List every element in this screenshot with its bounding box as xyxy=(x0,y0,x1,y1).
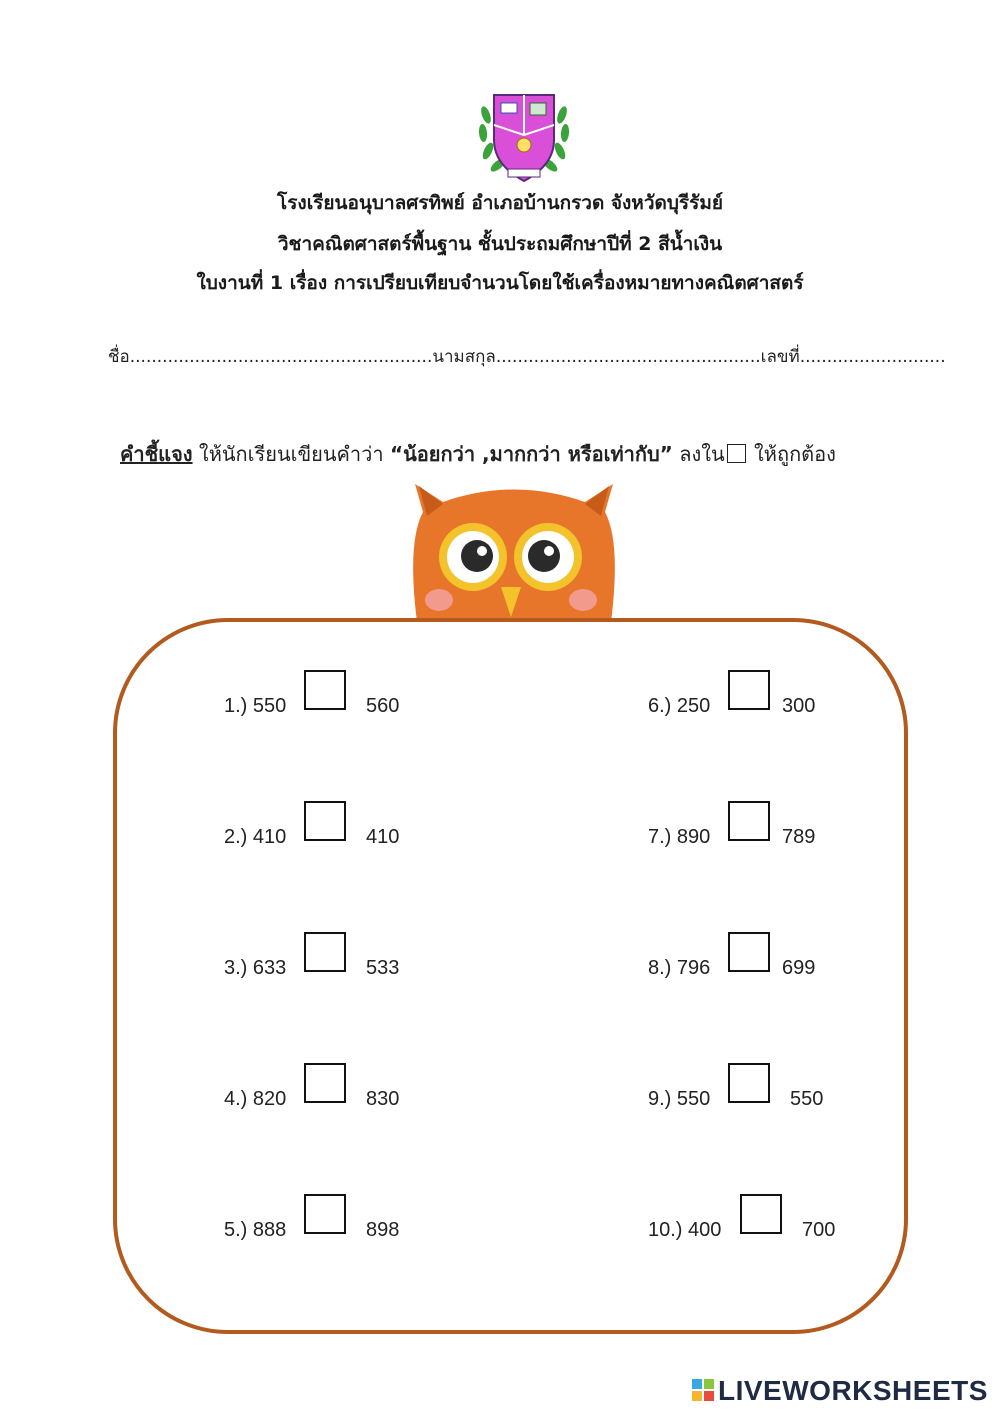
number-label: เลขที่ xyxy=(760,347,800,367)
exercise-2-left: 2.) 410 xyxy=(224,826,287,848)
owl-illustration xyxy=(403,482,625,622)
liveworksheets-logo-icon xyxy=(692,1379,714,1401)
exercise-4-answer-box[interactable] xyxy=(304,1063,346,1103)
exercise-4-left: 4.) 820 xyxy=(224,1088,287,1110)
surname-label: นามสกุล xyxy=(432,347,496,367)
school-name: โรงเรียนอนุบาลศรทิพย์ อำเภอบ้านกรวด จังหวัดบุรีรัมย์ xyxy=(277,192,723,214)
instruction-options: “น้อยกว่า ,มากกว่า หรือเท่ากับ” xyxy=(389,442,673,466)
instruction-label: คำชี้แจง xyxy=(120,442,193,466)
exercise-9-left: 9.) 550 xyxy=(648,1088,711,1110)
exercise-3-left: 3.) 633 xyxy=(224,957,287,979)
exercise-10-left: 10.) 400 xyxy=(648,1219,722,1241)
worksheet-title: ใบงานที่ 1 เรื่อง การเปรียบเทียบจำนวนโดยใช้เครื่องหมายทางคณิตศาสตร์ xyxy=(196,272,804,294)
exercise-2-answer-box[interactable] xyxy=(304,801,346,841)
school-logo xyxy=(474,85,574,185)
exercise-9-answer-box[interactable] xyxy=(728,1063,770,1103)
exercise-6-answer-box[interactable] xyxy=(728,670,770,710)
exercise-2-right: 410 xyxy=(366,826,400,848)
exercise-1-answer-box[interactable] xyxy=(304,670,346,710)
exercise-4-right: 830 xyxy=(366,1088,400,1110)
exercise-6-left: 6.) 250 xyxy=(648,695,711,717)
exercise-3-right: 533 xyxy=(366,957,400,979)
instruction-text-after: ให้ถูกต้อง xyxy=(754,442,836,466)
exercise-6-right: 300 xyxy=(782,695,816,717)
name-label: ชื่อ xyxy=(108,347,130,367)
exercise-5-answer-box[interactable] xyxy=(304,1194,346,1234)
exercise-1-right: 560 xyxy=(366,695,400,717)
instruction-text-middle: ลงใน xyxy=(679,442,725,466)
exercise-9-right: 550 xyxy=(790,1088,824,1110)
exercise-7-answer-box[interactable] xyxy=(728,801,770,841)
number-field[interactable]: ........................... xyxy=(799,347,946,367)
exercise-7-left: 7.) 890 xyxy=(648,826,711,848)
exercise-8-right: 699 xyxy=(782,957,816,979)
exercise-10-answer-box[interactable] xyxy=(740,1194,782,1234)
exercise-8-left: 8.) 796 xyxy=(648,957,711,979)
exercise-8-answer-box[interactable] xyxy=(728,932,770,972)
exercise-7-right: 789 xyxy=(782,826,816,848)
student-fields xyxy=(108,343,946,370)
surname-field[interactable]: ................................................. xyxy=(495,347,761,367)
instruction-text-before: ให้นักเรียนเขียนคำว่า xyxy=(198,442,384,466)
square-icon xyxy=(727,444,746,463)
exercise-10-right: 700 xyxy=(802,1219,836,1241)
instruction xyxy=(120,438,836,470)
exercise-1-left: 1.) 550 xyxy=(224,695,287,717)
exercise-3-answer-box[interactable] xyxy=(304,932,346,972)
liveworksheets-brand: LIVEWORKSHEETS xyxy=(718,1375,988,1406)
name-field[interactable]: ........................................................ xyxy=(129,347,433,367)
exercise-5-right: 898 xyxy=(366,1219,400,1241)
exercise-5-left: 5.) 888 xyxy=(224,1219,287,1241)
subject-title: วิชาคณิตศาสตร์พื้นฐาน ชั้นประถมศึกษาปีที่ 2 สีน้ำเงิน xyxy=(277,233,723,255)
